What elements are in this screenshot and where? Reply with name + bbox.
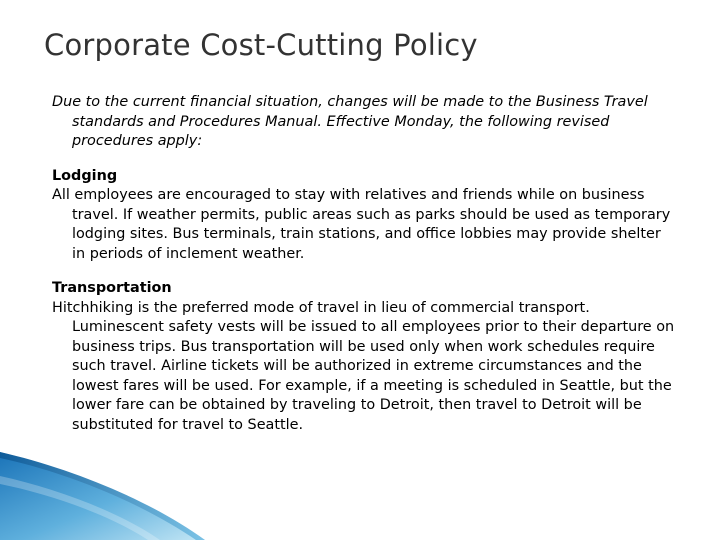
intro-paragraph: Due to the current financial situation, changes will be made to the Business Travel standards and Procedures Manual. Effective Monday, the following revised procedures apply: bbox=[52, 94, 648, 149]
swoosh-highlight bbox=[0, 476, 160, 540]
page-title: Corporate Cost-Cutting Policy bbox=[44, 28, 478, 62]
lodging-paragraph: All employees are encouraged to stay with relatives and friends while on business travel. If weather permits, public areas such as parks should be used as temporary lodging sites. Bus terminals, train stations, and office lobbies may provide shelter in periods of inclement weather. bbox=[52, 187, 671, 262]
transportation-heading: Transportation bbox=[52, 280, 172, 296]
swoosh-fill bbox=[0, 452, 205, 540]
swoosh-stripe bbox=[0, 452, 205, 540]
slide-content bbox=[52, 93, 677, 435]
transportation-paragraph: Hitchhiking is the preferred mode of travel in lieu of commercial transport. Luminescent safety vests will be issued to all employees prior to their departure on business trips. Bus transportation will be used only when work schedules require such travel. Airline tickets will be authorized in extreme circumstances and the lowest fares will be used. For example, if a meeting is scheduled in Seattle, but the lower fare can be obtained by traveling to Detroit, then travel to Detroit will be substituted for travel to Seattle. bbox=[52, 299, 675, 433]
lodging-heading: Lodging bbox=[52, 167, 118, 184]
